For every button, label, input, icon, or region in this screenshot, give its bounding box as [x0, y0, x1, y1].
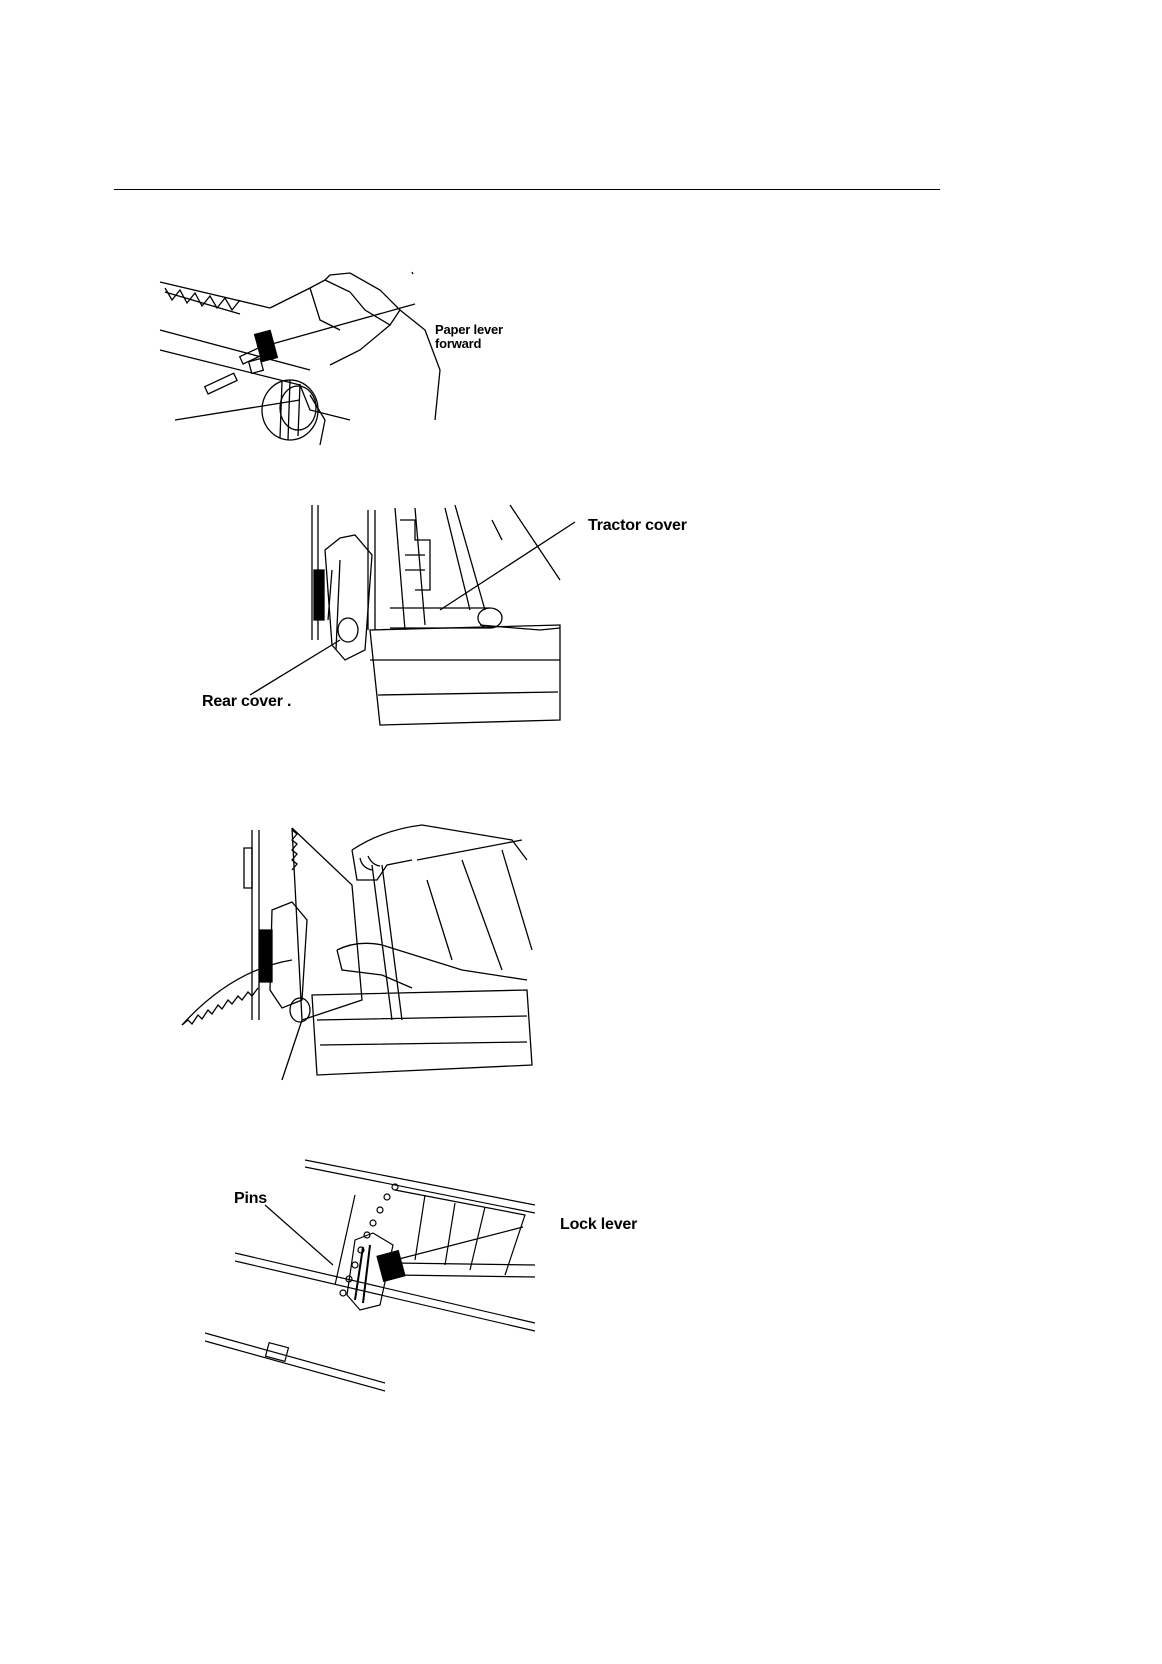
label-tractor-cover: Tractor cover [588, 517, 687, 534]
label-pins: Pins [234, 1190, 267, 1207]
label-lock-lever: Lock lever [560, 1216, 638, 1233]
header-rule [114, 189, 940, 190]
label-paper-lever: Paper lever forward [435, 322, 503, 351]
figure-paper-loading-illustration [182, 820, 552, 1080]
label-rear-cover: Rear cover . [202, 693, 292, 710]
figure-paper-lever-illustration [150, 270, 510, 450]
